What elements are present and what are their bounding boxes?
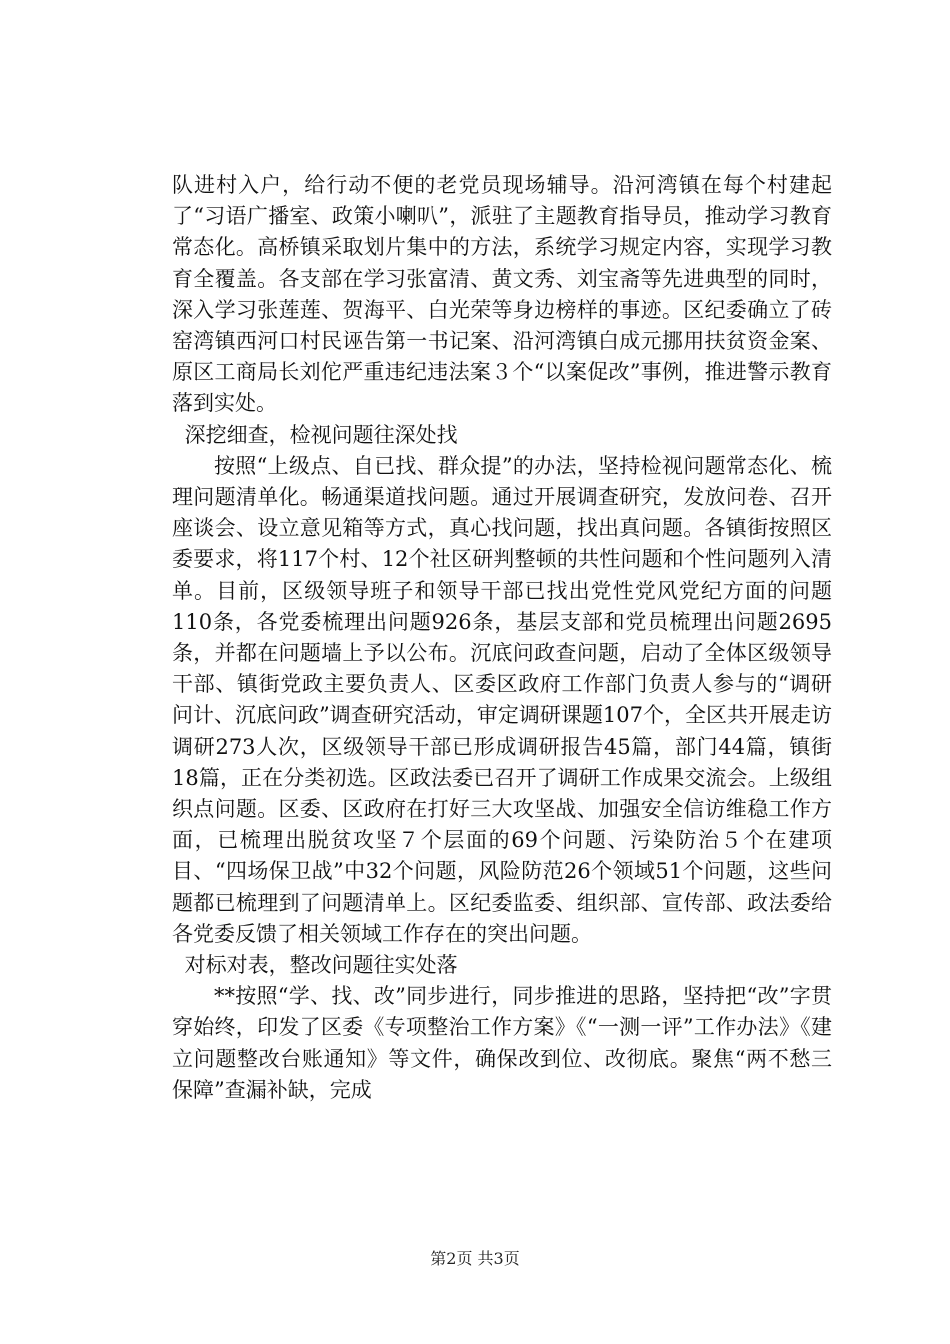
document-body <box>172 170 832 1106</box>
page-footer <box>0 1249 950 1269</box>
paragraph-rectify-problems: **按照“学、找、改”同步进行，同步推进的思路，坚持把“改”字贯穿始终，印发了区委《专项整治工作方案》《“一测一评”工作办法》《建立问题整改台账通知》等文件，确保改到位、改彻底。聚焦“两不愁三保障”查漏补缺，完成 <box>172 984 832 1102</box>
page-number-label: 第2页 共3页 <box>430 1249 520 1268</box>
paragraph-inspect-problems: 按照“上级点、自已找、群众提”的办法，坚持检视问题常态化、梳理问题清单化。畅通渠道找问题。通过开展调查研究，发放问卷、召开座谈会、设立意见箱等方式，真心找问题，找出真问题。各镇街按照区委要求，将117个村、12个社区研判整顿的共性问题和个性问题列入清单。目前，区级领导班子和领导干部已找出党性党风党纪方面的问题110条，各党委梳理出问题926条，基层支部和党员梳理出问题2695条，并都在问题墙上予以公布。沉底问政查问题，启动了全体区级领导干部、镇街党政主要负责人、区委区政府工作部门负责人参与的“调研问计、沉底问政”调查研究活动，审定调研课题107个，全区共开展走访调研273人次，区级领导干部已形成调研报告45篇，部门44篇，镇街18篇，正在分类初选。区政法委已召开了调研工作成果交流会。上级组织点问题。区委、区政府在打好三大攻坚战、加强安全信访维稳工作方面，已梳理出脱贫攻坚７个层面的69个问题、污染防治５个在建项目、“四场保卫战”中32个问题，风险防范26个领域51个问题，这些问题都已梳理到了问题清单上。区纪委监委、组织部、宣传部、政法委给各党委反馈了相关领域工作存在的突出问题。 <box>172 453 832 946</box>
section-heading-inspect-problems: 深挖细查，检视问题往深处找 <box>184 422 458 447</box>
paragraph-continuation: 队进村入户，给行动不便的老党员现场辅导。沿河湾镇在每个村建起了“习语广播室、政策小喇叭”，派驻了主题教育指导员，推动学习教育常态化。高桥镇采取划片集中的方法，系统学习规定内容，实现学习教育全覆盖。各支部在学习张富清、黄文秀、刘宝斋等先进典型的同时，深入学习张莲莲、贺海平、白光荣等身边榜样的事迹。区纪委确立了砖窑湾镇西河口村民诬告第一书记案、沿河湾镇白成元挪用扶贫资金案、原区工商局长刘佗严重违纪违法案３个“以案促改”事例，推进警示教育落到实处。 <box>172 173 832 416</box>
section-heading-rectify-problems: 对标对表，整改问题往实处落 <box>184 953 458 978</box>
